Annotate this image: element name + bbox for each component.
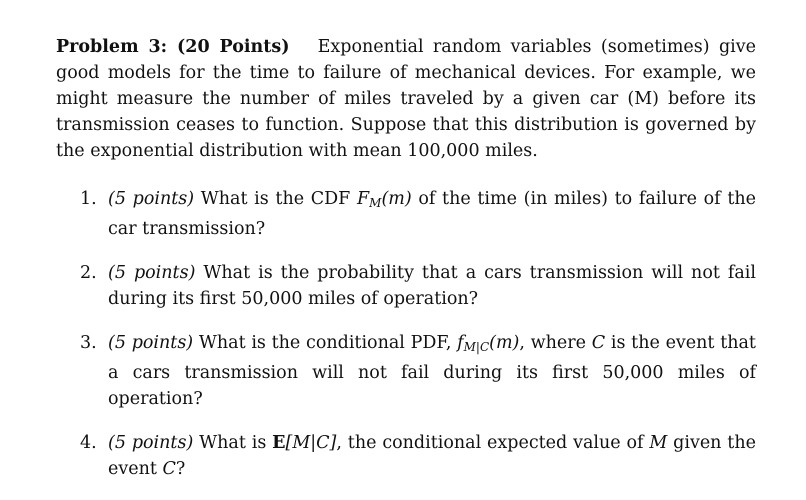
problem-intro-paragraph: [56, 34, 756, 164]
question-2: [56, 260, 756, 312]
question-text-middle: , the conditional expected value of: [336, 433, 650, 453]
question-points: (5 points): [108, 189, 195, 209]
math-subscript: M: [369, 196, 382, 210]
problem-document: [56, 34, 756, 500]
math-function-f: F: [357, 189, 370, 209]
question-4: [56, 430, 756, 482]
question-text-middle: , where: [519, 333, 592, 353]
math-conditional-bracket: [M|C]: [285, 433, 337, 453]
question-list: [56, 186, 756, 482]
math-event-c: C: [162, 459, 176, 479]
problem-heading: Problem 3: (20 Points): [56, 37, 290, 57]
question-3: [56, 330, 756, 412]
math-expectation-symbol: E: [272, 433, 286, 453]
math-argument: (m): [489, 333, 520, 353]
question-points: (5 points): [108, 433, 194, 453]
question-text-after: is the event that a cars transmission will not fail during its first 50,000 miles of operation?: [108, 333, 756, 409]
question-text-after: of the time (in miles) to failure of the car transmission?: [108, 189, 756, 239]
math-subscript: M|C: [463, 340, 490, 354]
question-text-before: What is the CDF: [200, 189, 357, 209]
question-1: [56, 186, 756, 242]
question-number: 1.: [80, 189, 97, 209]
question-text-before: What is the conditional PDF,: [198, 333, 458, 353]
question-text: What is the probability that a cars transmission will not fail during its first 50,000 miles of operation?: [108, 263, 756, 309]
math-argument: (m): [381, 189, 412, 209]
math-event-c: C: [591, 333, 606, 353]
question-text-before: What is: [199, 433, 273, 453]
question-number: 2.: [80, 263, 97, 283]
question-points: (5 points): [108, 333, 194, 353]
question-points: (5 points): [108, 263, 196, 283]
question-number: 3.: [80, 333, 97, 353]
problem-intro-text: Exponential random variables (sometimes) give good models for the time to failure of mechanical devices. For example, we might measure the number of miles traveled by a given car (M) before its transmission ceases to function. Suppose that this distribution is governed by the exponential distribution with mean 100,000 miles.: [56, 37, 756, 161]
question-text-after: ?: [175, 459, 186, 479]
math-variable-m: M: [649, 433, 668, 453]
question-number: 4.: [80, 433, 97, 453]
question-text-given: given the event: [108, 433, 756, 479]
math-function-f: f: [457, 333, 464, 353]
